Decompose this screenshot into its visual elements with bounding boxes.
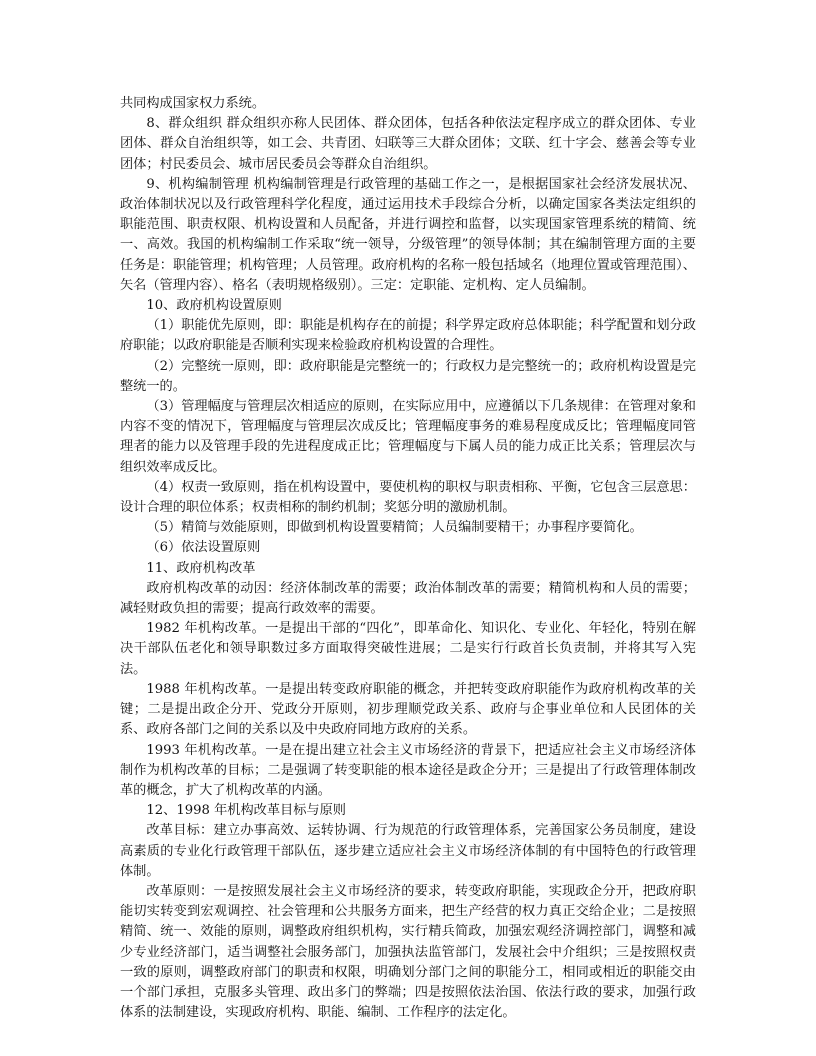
paragraph-reform-goals: 改革目标：建立办事高效、运转协调、行为规范的行政管理体系，完善国家公务员制度，建设高素质的专业化行政管理干部队伍，逐步建立适应社会主义市场经济体制的有中国特色的行政管理体制。 (120, 823, 696, 879)
paragraph-mass-organizations: 8、群众组织 群众组织亦称人民团体、群众团体，包括各种依法定程序成立的群众团体、专业团体、群众自治组织等，如工会、共青团、妇联等三大群众团体；文联、红十字会、慈善会等专业团体；村民委员会、城市居民委员会等群众自治组织。 (120, 116, 696, 172)
paragraph-principle-2: （2）完整统一原则，即：政府职能是完整统一的；行政权力是完整统一的；政府机构设置是完整统一的。 (120, 358, 696, 394)
heading-reform-1998: 12、1998 年机构改革目标与原则 (146, 803, 346, 819)
paragraph-principle-3: （3）管理幅度与管理层次相适应的原则，在实际应用中，应遵循以下几条规律：在管理对象和内容不变的情况下，管理幅度与管理层次成反比；管理幅度事务的难易程度成反比；管理幅度同管理者的能力以及管理手段的先进程度成正比；管理幅度与下属人员的能力成正比关系；管理层次与组织效率成反比。 (120, 399, 696, 475)
paragraph-staffing-management: 9、机构编制管理 机构编制管理是行政管理的基础工作之一，是根据国家社会经济发展状况、政治体制状况以及行政管理科学化程度，通过运用技术手段综合分析，以确定国家各类法定组织的职能范围、职责权限、机构设置和人员配备，并进行调控和监督，以实现国家管理系统的精简、统一、高效。我国的机构编制工作采取“统一领导，分级管理”的领导体制；其在编制管理方面的主要任务是：职能管理；机构管理；人员管理。政府机构的名称一般包括域名（地理位置或管理范围）、矢名（管理内容）、格名（表明规格级别）。三定：定职能、定机构、定人员编制。 (120, 176, 696, 293)
paragraph-reform-1982: 1982 年机构改革。一是提出干部的“四化”，即革命化、知识化、专业化、年轻化，特别在解决干部队伍老化和领导职数过多方面取得突破性进展；二是实行行政首长负责制，并将其写入宪法。 (120, 621, 696, 677)
paragraph-continuation: 共同构成国家权力系统。 (120, 96, 266, 111)
paragraph-principle-6: （6）依法设置原则 (146, 540, 261, 556)
paragraph-reform-1993: 1993 年机构改革。一是在提出建立社会主义市场经济的背景下，把适应社会主义市场经济体制作为机构改革的目标；二是强调了转变职能的根本途径是政企分开；三是提出了行政管理体制改革的概念，扩大了机构改革的内涵。 (120, 742, 696, 798)
paragraph-reform-motives: 政府机构改革的动因：经济体制改革的需要；政治体制改革的需要；精简机构和人员的需要；减轻财政负担的需要；提高行政效率的需要。 (120, 580, 696, 617)
paragraph-reform-principles: 改革原则：一是按照发展社会主义市场经济的要求，转变政府职能，实现政企分开，把政府职能切实转变到宏观调控、社会管理和公共服务方面来，把生产经营的权力真正交给企业；二是按照精简、统一、效能的原则，调整政府组织机构，实行精兵简政，加强宏观经济调控部门，调整和减少专业经济部门，适当调整社会服务部门，加强执法监管部门，发展社会中介组织；三是按照权责一致的原则，调整政府部门的职责和权限，明确划分部门之间的职能分工，相同或相近的职能交由一个部门承担，克服多头管理、政出多门的弊端；四是按照依法治国、依法行政的要求，加强行政体系的法制建设，实现政府机构、职能、编制、工作程序的法定化。 (120, 883, 696, 1021)
document-page (120, 94, 696, 1023)
paragraph-principle-4: （4）权责一致原则，指在机构设置中，要使机构的职权与职责相称、平衡，它包含三层意思：设计合理的职位体系；权责相称的制约机制；奖惩分明的激励机制。 (120, 479, 696, 516)
paragraph-reform-1988: 1988 年机构改革。一是提出转变政府职能的概念，并把转变政府职能作为政府机构改革的关键；二是提出政企分开、党政分开原则，初步理顺党政关系、政府与企事业单位和人民团体的关系、政府各部门之间的关系以及中央政府同地方政府的关系。 (120, 681, 696, 738)
paragraph-principle-1: （1）职能优先原则，即：职能是机构存在的前提；科学界定政府总体职能；科学配置和划分政府职能；以政府职能是否顺利实现来检验政府机构设置的合理性。 (120, 318, 696, 354)
paragraph-principle-5: （5）精简与效能原则，即做到机构设置要精简；人员编制要精干；办事程序要简化。 (146, 520, 643, 536)
heading-institutional-reform: 11、政府机构改革 (146, 560, 256, 576)
heading-institution-principles: 10、政府机构设置原则 (146, 298, 282, 314)
